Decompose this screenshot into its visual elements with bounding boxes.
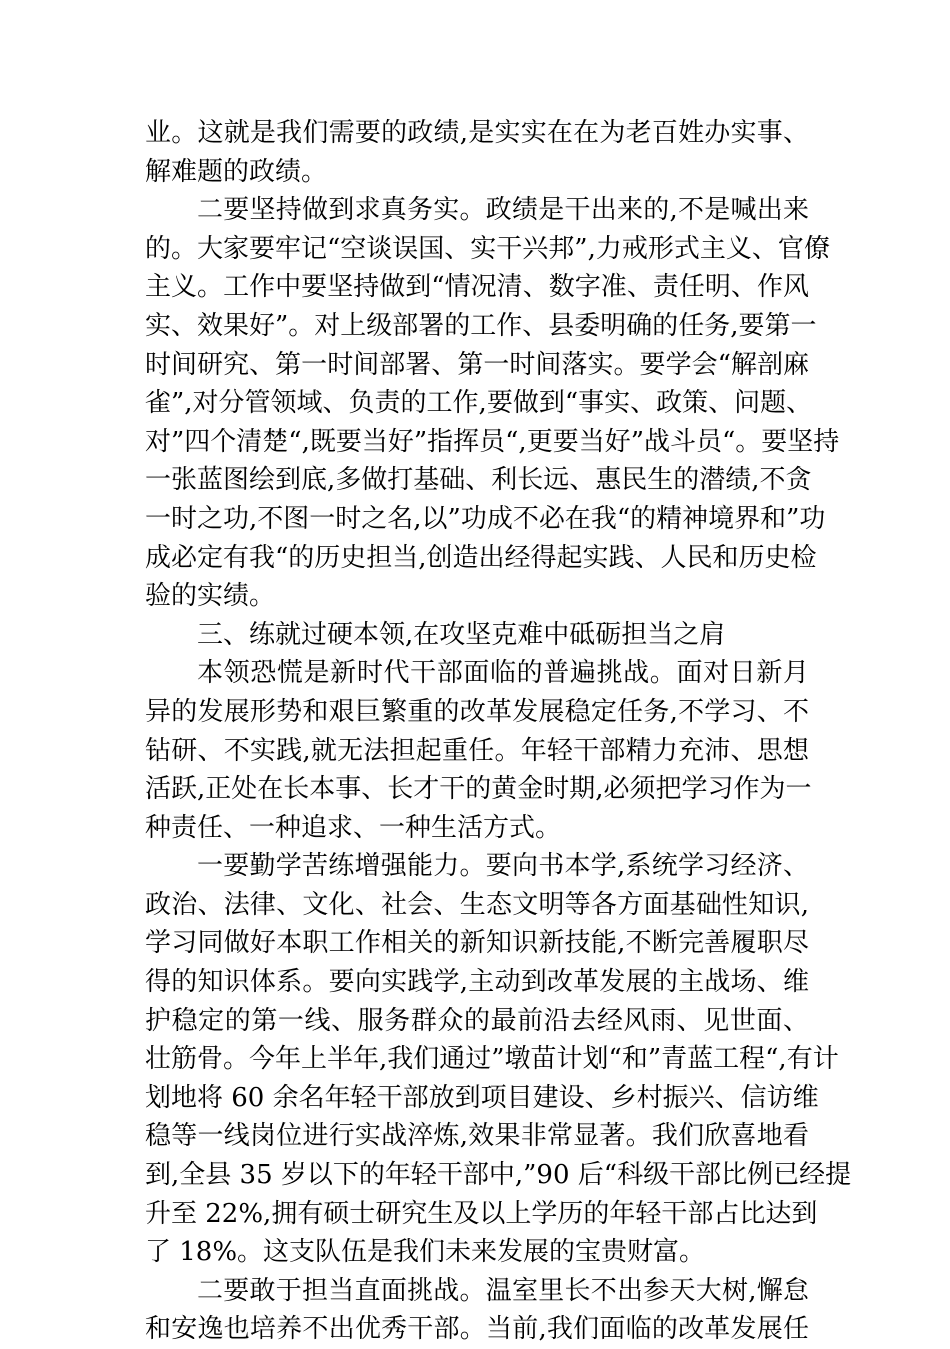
text-line: 解难题的政绩。 (145, 156, 328, 187)
text-line: 种责任、一种追求、一种生活方式。 (145, 812, 562, 843)
text-line: 钻研、不实践,就无法担起重任。年轻干部精力充沛、思想 (145, 735, 809, 766)
text-line: 和安逸也培养不出优秀干部。当前,我们面临的改革发展任 (145, 1314, 809, 1345)
text-line: 了 18%。这支队伍是我们未来发展的宝贵财富。 (145, 1237, 706, 1268)
text-line: 壮筋骨。今年上半年,我们通过”墩苗计划“和”青蓝工程“,有计 (145, 1044, 839, 1075)
text-line: 业。这就是我们需要的政绩,是实实在在为老百姓办实事、 (145, 118, 809, 148)
text-line: 划地将 60 余名年轻干部放到项目建设、乡村振兴、信访维 (145, 1082, 819, 1113)
text-line: 一时之功,不图一时之名,以”功成不必在我“的精神境界和”功 (145, 503, 826, 534)
text-line: 成必定有我“的历史担当,创造出经得起实践、人民和历史检 (145, 542, 817, 573)
text-line: 验的实绩。 (145, 581, 276, 612)
text-line: 主义。工作中要坚持做到“情况清、数字准、责任明、作风 (145, 272, 809, 303)
text-line: 得的知识体系。要向实践学,主动到改革发展的主战场、维 (145, 967, 809, 998)
text-line: 活跃,正处在长本事、长才干的黄金时期,必须把学习作为一 (145, 774, 812, 805)
text-line: 一张蓝图绘到底,多做打基础、利长远、惠民生的潜绩,不贪 (145, 465, 812, 496)
text-line: 二要敢于担当直面挑战。温室里长不出参天大树,懈怠 (197, 1275, 809, 1306)
text-line: 学习同做好本职工作相关的新知识新技能,不断完善履职尽 (145, 928, 809, 959)
text-line: 异的发展形势和艰巨繁重的改革发展稳定任务,不学习、不 (145, 696, 809, 727)
section-heading: 三、练就过硬本领,在攻坚克难中砥砺担当之肩 (197, 619, 726, 650)
text-line: 稳等一线岗位进行实战淬炼,效果非常显著。我们欣喜地看 (145, 1121, 809, 1152)
text-line: 时间研究、第一时间部署、第一时间落实。要学会“解剖麻 (145, 349, 809, 380)
text-line: 护稳定的第一线、服务群众的最前沿去经风雨、见世面、 (145, 1005, 809, 1036)
text-line: 实、效果好”。对上级部署的工作、县委明确的任务,要第一 (145, 310, 817, 341)
text-line: 到,全县 35 岁以下的年轻干部中,”90 后“科级干部比例已经提 (145, 1160, 852, 1191)
text-line: 政治、法律、文化、社会、生态文明等各方面基础性知识, (145, 889, 809, 920)
document-page (145, 114, 852, 1349)
text-line: 雀”,对分管领域、负责的工作,要做到“事实、政策、问题、 (145, 388, 813, 419)
text-line: 一要勤学苦练增强能力。要向书本学,系统学习经济、 (197, 851, 809, 882)
text-line: 对”四个清楚“,既要当好”指挥员“,更要当好”战斗员“。要坚持 (145, 426, 840, 457)
text-line: 二要坚持做到求真务实。政绩是干出来的,不是喊出来 (197, 195, 809, 226)
text-line: 的。大家要牢记“空谈误国、实干兴邦”,力戒形式主义、官僚 (145, 233, 830, 264)
text-line: 升至 22%,拥有硕士研究生及以上学历的年轻干部占比达到 (145, 1198, 818, 1229)
text-line: 本领恐慌是新时代干部面临的普遍挑战。面对日新月 (197, 658, 809, 689)
